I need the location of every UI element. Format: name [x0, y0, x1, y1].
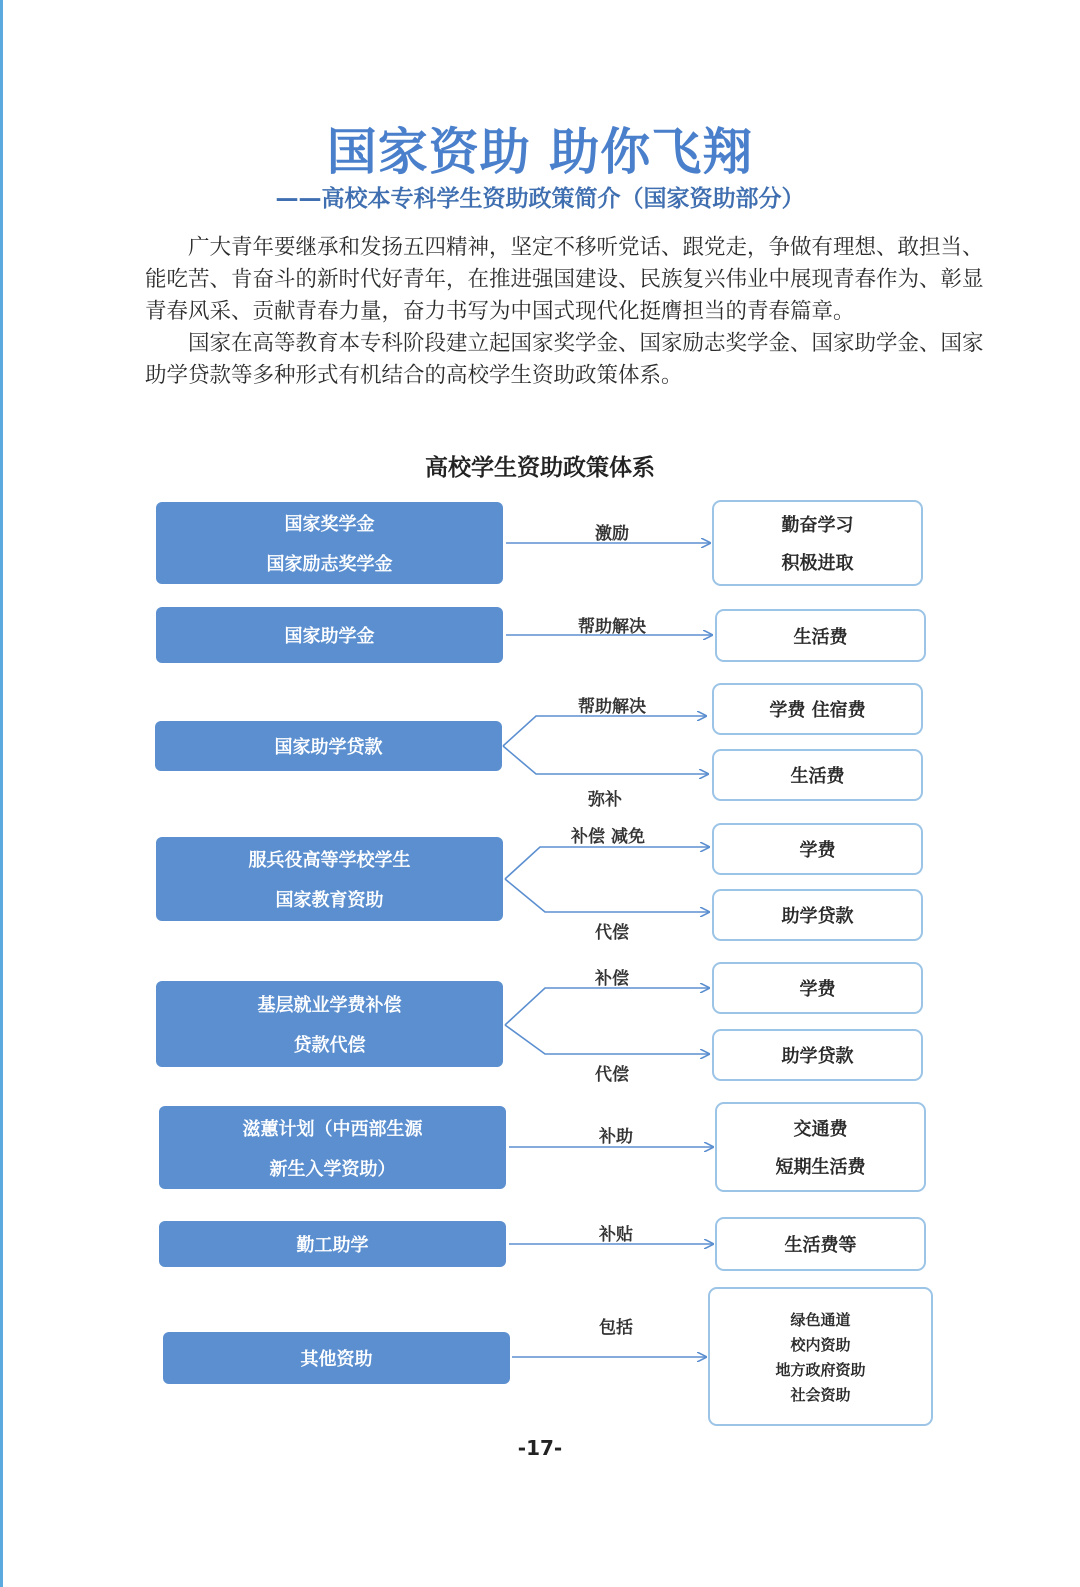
- outcome-line: 学费: [799, 979, 836, 1000]
- policy-box-other-aid: [163, 1332, 510, 1384]
- arrow-4-0: [505, 988, 709, 1025]
- outcome-line: 积极进取: [781, 553, 854, 574]
- arrow-label: 帮助解决: [578, 617, 646, 637]
- policy-line: 国家奖学金: [284, 514, 375, 535]
- page-subtitle: ——高校本专科学生资助政策简介（国家资助部分）: [275, 186, 805, 212]
- arrow-2-0: [503, 716, 706, 746]
- outcome-box: [715, 609, 926, 662]
- arrow-label: 补助: [599, 1127, 633, 1147]
- outcome-line: 生活费: [793, 626, 848, 648]
- outcome-box: [712, 823, 923, 875]
- policy-line: 基层就业学费补偿: [257, 995, 402, 1016]
- outcome-line: 学费: [799, 840, 836, 861]
- page-number: -17-: [517, 1436, 563, 1460]
- policy-line: 贷款代偿: [293, 1035, 366, 1056]
- outcome-line: 生活费等: [784, 1235, 857, 1256]
- policy-line: 新生入学资助）: [269, 1158, 396, 1180]
- outcome-box: [712, 683, 923, 735]
- outcome-line: 地方政府资助: [775, 1360, 866, 1379]
- outcome-box: [712, 962, 923, 1014]
- outcome-box: [712, 749, 923, 801]
- arrow-2-1: [503, 746, 708, 774]
- arrow-label: 代偿: [595, 1065, 629, 1085]
- policy-line: 国家助学贷款: [274, 737, 383, 758]
- arrow-4-1: [505, 1025, 709, 1054]
- outcome-box: [715, 1102, 926, 1192]
- arrow-3-0: [505, 847, 709, 879]
- outcome-line: 助学贷款: [781, 1046, 854, 1067]
- policy-box-zihui-plan: [159, 1106, 506, 1189]
- policy-box-grassroots-employment: [156, 981, 503, 1067]
- arrow-label: 包括: [599, 1318, 633, 1338]
- arrow-3-1: [505, 879, 709, 912]
- outcome-line: 学费 住宿费: [769, 700, 866, 721]
- outcome-line: 勤奋学习: [781, 515, 854, 536]
- intro-paragraph-1: 广大青年要继承和发扬五四精神，坚定不移听党话、跟党走，争做有理想、敢担当、能吃苦、肯奋斗的新时代好青年，在推进强国建设、民族复兴伟业中展现青春作为、彰显青春风采、贡献青春力量，奋力书写为中国式现代化挺膺担当的青春篇章。: [145, 235, 984, 324]
- policy-line: 国家助学金: [284, 626, 375, 647]
- outcome-line: 绿色通道: [790, 1310, 851, 1329]
- policy-box-military-service: [156, 837, 503, 921]
- outcome-line: 助学贷款: [781, 906, 854, 927]
- policy-line: 国家励志奖学金: [266, 554, 393, 575]
- arrow-label: 补贴: [599, 1225, 633, 1245]
- policy-line: 国家教育资助: [275, 890, 384, 911]
- outcome-box: [712, 500, 923, 586]
- policy-box-national-scholarship: [156, 502, 503, 584]
- outcome-box: [712, 1029, 923, 1081]
- intro-paragraph-2: 国家在高等教育本专科阶段建立起国家奖学金、国家励志奖学金、国家助学金、国家助学贷款等多种形式有机结合的高校学生资助政策体系。: [145, 331, 984, 388]
- outcome-box: [715, 1217, 926, 1271]
- diagram-title: 高校学生资助政策体系: [425, 455, 655, 481]
- arrow-label: 补偿: [595, 969, 629, 989]
- outcome-box: [712, 889, 923, 941]
- outcome-line: 短期生活费: [775, 1157, 866, 1178]
- policy-line: 服兵役高等学校学生: [248, 850, 411, 871]
- policy-line: 勤工助学: [296, 1235, 369, 1256]
- arrow-label: 激励: [595, 524, 629, 544]
- policy-box-student-loan: [155, 721, 502, 771]
- arrow-label: 弥补: [588, 790, 622, 810]
- policy-line: 滋蕙计划（中西部生源: [242, 1118, 423, 1140]
- outcome-line: 生活费: [790, 766, 845, 787]
- outcome-box: [708, 1287, 933, 1426]
- arrow-label: 帮助解决: [578, 697, 646, 717]
- arrow-label: 补偿 减免: [571, 827, 645, 847]
- outcome-line: 交通费: [793, 1119, 848, 1140]
- policy-box-work-study: [159, 1221, 506, 1267]
- outcome-line: 校内资助: [790, 1335, 851, 1354]
- policy-box-national-grant: [156, 607, 503, 663]
- page-title: 国家资助 助你飞翔: [326, 123, 754, 181]
- outcome-line: 社会资助: [790, 1385, 851, 1404]
- arrow-label: 代偿: [595, 923, 629, 943]
- policy-line: 其他资助: [300, 1349, 373, 1370]
